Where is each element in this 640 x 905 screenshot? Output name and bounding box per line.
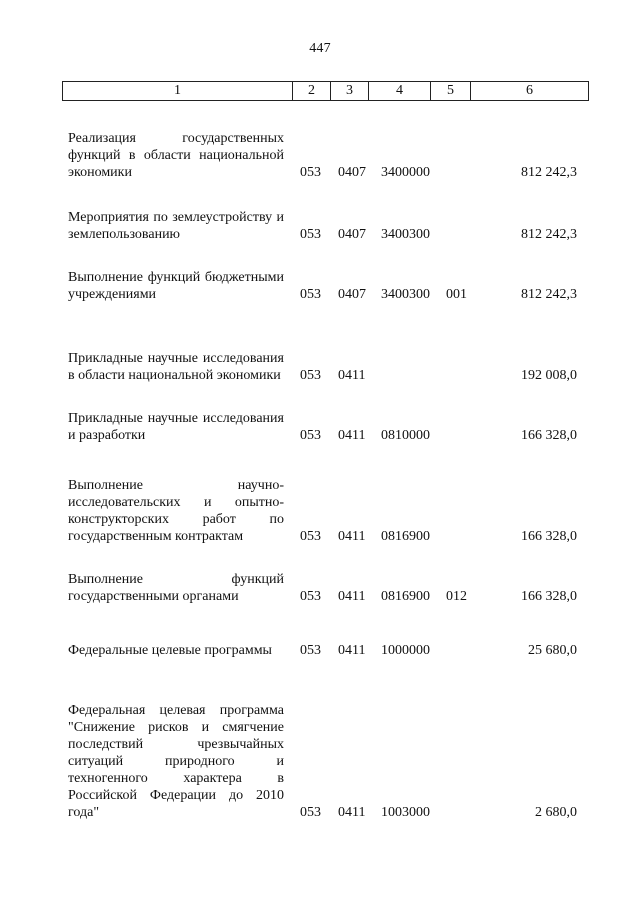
row-amount: 812 242,3 (521, 165, 577, 180)
row-section-code: 0411 (338, 643, 366, 658)
row-name: Мероприятия по землеустройству и землепользованию (68, 210, 284, 242)
column-header-table (62, 81, 589, 101)
table-row (0, 410, 640, 444)
column-header-4: 4 (369, 82, 431, 101)
row-expense-type-code: 001 (446, 287, 467, 302)
row-amount: 25 680,0 (528, 643, 577, 658)
row-name: Выполнение научно-исследовательских и опытно-конструкторских работ по государственным контрактам (68, 478, 284, 544)
table-row (0, 333, 640, 384)
row-section-code: 0411 (338, 368, 366, 383)
row-name: Выполнение функций государственными органами (68, 572, 284, 604)
row-ministry-code: 053 (300, 589, 321, 604)
row-section-code: 0407 (338, 227, 366, 242)
row-target-code: 0816900 (381, 589, 430, 604)
row-ministry-code: 053 (300, 643, 321, 658)
table-row (0, 571, 640, 605)
row-amount: 192 008,0 (521, 368, 577, 383)
table-row (0, 702, 640, 821)
row-name: Выполнение функций бюджетными учреждениями (68, 270, 284, 302)
row-name: Федеральная целевая программа "Снижение рисков и смягчение последствий чрезвычайных ситуаций природного и техногенного характера в Российской Федерации до 2010 года" (68, 703, 284, 820)
row-target-code: 3400000 (381, 165, 430, 180)
row-ministry-code: 053 (300, 805, 321, 820)
row-target-code: 3400300 (381, 227, 430, 242)
row-name: Прикладные научные исследования в области национальной экономики (68, 351, 284, 383)
row-amount: 166 328,0 (521, 428, 577, 443)
row-section-code: 0411 (338, 805, 366, 820)
row-target-code: 1000000 (381, 643, 430, 658)
table-row (0, 130, 640, 181)
row-section-code: 0411 (338, 428, 366, 443)
table-row (0, 209, 640, 243)
row-amount: 2 680,0 (535, 805, 577, 820)
row-target-code: 0810000 (381, 428, 430, 443)
table-row (0, 477, 640, 545)
page-number: 447 (309, 41, 331, 56)
column-header-6: 6 (471, 82, 589, 101)
column-header-3: 3 (331, 82, 369, 101)
row-section-code: 0411 (338, 589, 366, 604)
row-amount: 812 242,3 (521, 287, 577, 302)
row-ministry-code: 053 (300, 227, 321, 242)
row-amount: 166 328,0 (521, 529, 577, 544)
table-row (0, 269, 640, 303)
row-section-code: 0411 (338, 529, 366, 544)
column-header-1: 1 (63, 82, 293, 101)
row-section-code: 0407 (338, 287, 366, 302)
row-amount: 166 328,0 (521, 589, 577, 604)
table-row (0, 625, 640, 659)
row-name: Прикладные научные исследования и разработки (68, 411, 284, 443)
row-ministry-code: 053 (300, 368, 321, 383)
row-amount: 812 242,3 (521, 227, 577, 242)
row-section-code: 0407 (338, 165, 366, 180)
row-ministry-code: 053 (300, 428, 321, 443)
row-expense-type-code: 012 (446, 589, 467, 604)
row-ministry-code: 053 (300, 287, 321, 302)
row-name: Реализация государственных функций в области национальной экономики (68, 131, 284, 180)
row-target-code: 1003000 (381, 805, 430, 820)
row-target-code: 0816900 (381, 529, 430, 544)
column-header-5: 5 (431, 82, 471, 101)
row-name: Федеральные целевые программы (68, 643, 272, 658)
column-header-2: 2 (293, 82, 331, 101)
row-ministry-code: 053 (300, 529, 321, 544)
row-ministry-code: 053 (300, 165, 321, 180)
row-target-code: 3400300 (381, 287, 430, 302)
column-header-row (63, 82, 589, 101)
